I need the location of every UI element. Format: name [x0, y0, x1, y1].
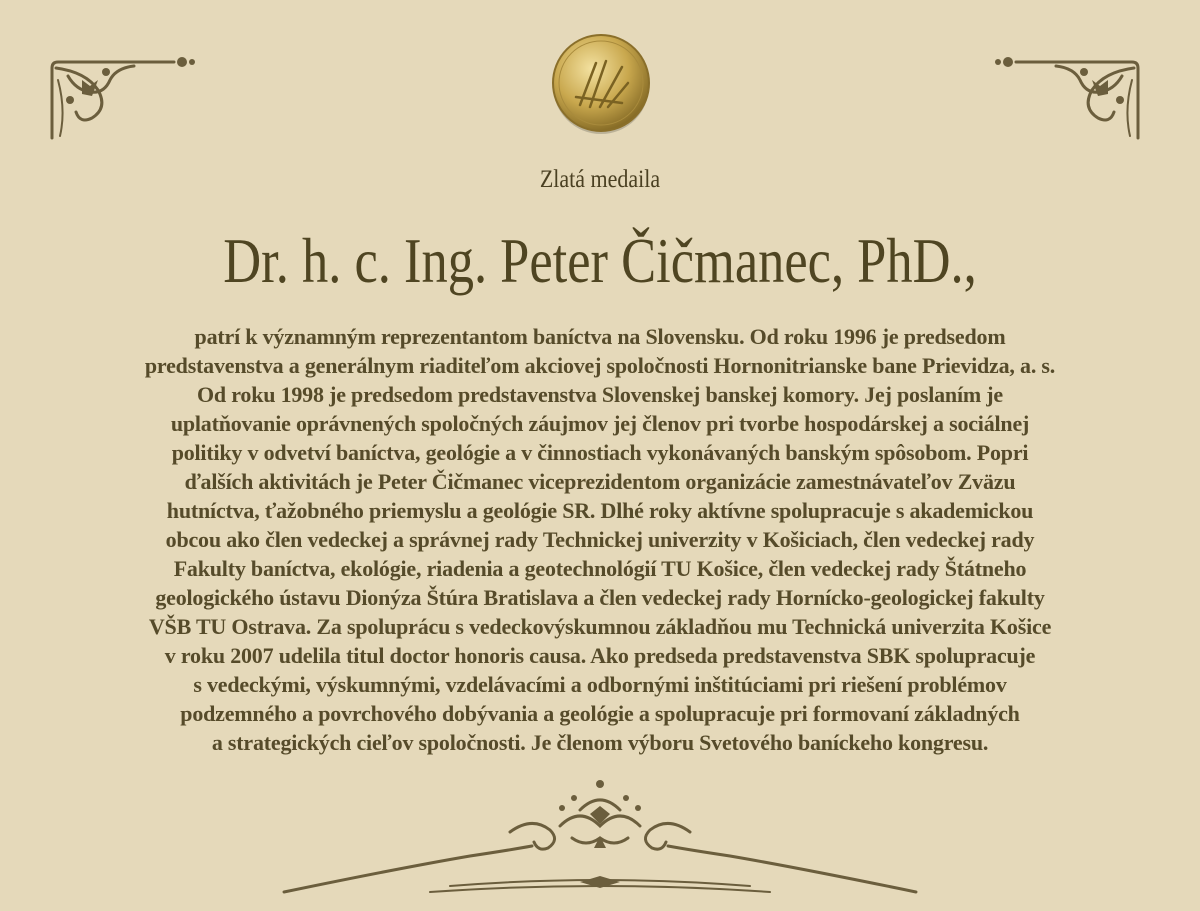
citation-text [60, 322, 1140, 757]
citation-line: uplatňovanie oprávnených spoločných záujmov jej členov pri tvorbe hospodárskej a sociálnej [170, 411, 1030, 436]
citation-line: VŠB TU Ostrava. Za spoluprácu s vedeckovýskumnou základňou mu Technická univerzita Košice [148, 614, 1052, 639]
citation-line: geologického ústavu Dionýza Štúra Bratislava a člen vedeckej rady Hornícko-geologickej fakulty [155, 585, 1045, 610]
citation-line: politiky v odvetví baníctva, geológie a v činnostiach vykonávaných banským spôsobom. Popri [171, 440, 1029, 465]
citation-line: Fakulty baníctva, ekológie, riadenia a geotechnológií TU Košice, člen vedeckej rady Štátneho [173, 556, 1027, 581]
award-title: Zlatá medaila [539, 166, 661, 193]
citation-line: a strategických cieľov spoločnosti. Je členom výboru Svetového baníckeho kongresu. [211, 730, 989, 755]
citation-line: v roku 2007 udelila titul doctor honoris causa. Ako predseda predstavenstva SBK spolupracuje [164, 643, 1036, 668]
citation-line: s vedeckými, výskumnými, vzdelávacími a odbornými inštitúciami pri riešení problémov [193, 672, 1007, 697]
citation-line: Od roku 1998 je predsedom predstavenstva Slovenskej banskej komory. Jej poslaním je [196, 382, 1003, 407]
citation-line: ďalších aktivitách je Peter Čičmanec viceprezidentom organizácie zamestnávateľov Zväzu [184, 469, 1016, 494]
corner-ornament-left-icon [46, 50, 196, 145]
citation-line: patrí k významným reprezentantom baníctva na Slovensku. Od roku 1996 je predsedom [194, 324, 1006, 349]
citation-line: hutníctva, ťažobného priemyslu a geológie SR. Dlhé roky aktívne spolupracuje s akademickou [166, 498, 1034, 523]
ornamental-divider-icon [280, 776, 920, 898]
citation-line: obcou ako člen vedeckej a správnej rady Technickej univerzity v Košiciach, člen vedeckej rady [165, 527, 1035, 552]
gold-medal-icon [550, 33, 652, 135]
citation-line: podzemného a povrchového dobývania a geológie a spolupracuje pri formovaní základných [180, 701, 1020, 726]
corner-ornament-right-icon [994, 50, 1144, 145]
citation-line: predstavenstva a generálnym riaditeľom akciovej spoločnosti Hornonitrianske bane Prievidza, a. s. [144, 353, 1056, 378]
recipient-name: Dr. h. c. Ing. Peter Čičmanec, PhD., [223, 225, 977, 296]
